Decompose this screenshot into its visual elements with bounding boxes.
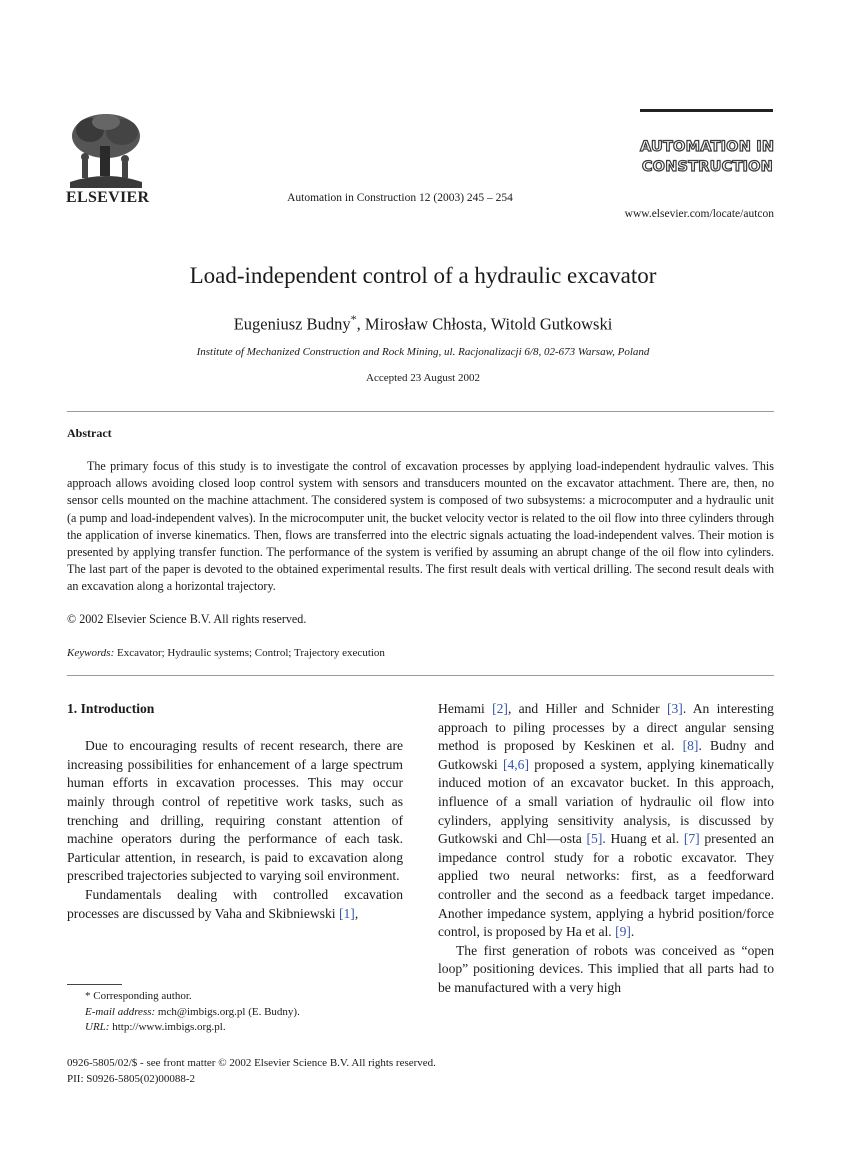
ref-link-1[interactable]: [1] — [338, 905, 355, 921]
brand-divider — [640, 109, 773, 112]
text-run: , and Hiller and Schnider — [507, 701, 667, 716]
ref-link-9[interactable]: [9] — [615, 924, 631, 940]
keywords-list: Excavator; Hydraulic systems; Control; Trajectory execution — [117, 647, 385, 659]
intro-paragraph-2 — [67, 886, 403, 923]
abstract-heading: Abstract — [67, 426, 112, 440]
footnote-rule — [67, 984, 122, 985]
abstract-text: The primary focus of this study is to investigate the control of excavation processes by applying load-independent hydraulic valves. This approach allows avoiding closed loop control system with sensors and transducers mounted on the excavator attachment. There are, then, no sensor cells mounted on the machine attachment. The considered system is composed of two subsystems: a microcomputer and a hydraulic unit (a pump and load-independent valves). In the microcomputer unit, the bucket velocity vector is related to the oil flow into three cylinders through the application of inverse kinematics. Then, flows are transferred into the electric signals actuating the load-independent valves. Their motion is presented by applying transfer function. The performance of the system is verified by assuming an abrupt change of the oil flow into cylinders. The last part of the paper is devoted to the obtained experimental results. The first result deals with vertical drilling. The second result deals with an excavation along a horizontal trajectory. — [67, 459, 774, 594]
ref-link-4-6[interactable]: [4,6] — [502, 756, 529, 772]
section-heading: 1. Introduction — [67, 701, 155, 716]
corresponding-mark[interactable]: * — [350, 312, 357, 326]
footnote-corresponding: * Corresponding author. — [85, 990, 192, 1002]
keywords — [67, 647, 385, 659]
brand-line-1: AUTOMATION IN — [640, 139, 775, 155]
footnotes — [67, 989, 403, 1036]
publisher-logo-text: ELSEVIER — [66, 189, 150, 206]
text-run: proposed a system, applying kinematically induced motion of an excavator bucket. In this approach, influence of a small variation of hydraulic oil flow into cylinders, applying sensitivity analysis, is discussed by Gutkowski and Chl—osta — [438, 756, 774, 847]
authors-line — [0, 312, 846, 335]
issn-block — [67, 1055, 436, 1087]
keywords-label: Keywords: — [67, 647, 115, 659]
intro-paragraph-3: The first generation of robots was conceived as “open loop” positioning devices. This implied that all parts had to be manufactured with a very high — [438, 942, 774, 995]
article-title: Load-independent control of a hydraulic excavator — [189, 263, 657, 288]
text-run: . Budny and Gutkowski — [438, 738, 775, 772]
abstract-bottom-rule — [67, 675, 774, 676]
ref-link-3[interactable]: [3] — [666, 701, 683, 716]
email-label: E-mail address: — [85, 1005, 156, 1018]
text-run: Hemami — [438, 701, 493, 716]
ref-link-2[interactable]: [2] — [492, 701, 508, 716]
text-run: . An interesting approach to piling processes by a direct angular sensing method is proposed by Keskinen et al. — [438, 701, 774, 754]
brand-line-2: CONSTRUCTION — [641, 159, 773, 175]
affiliation: Institute of Mechanized Construction and Rock Mining, ul. Racjonalizacji 6/8, 02-673 Warsaw, Poland — [196, 346, 650, 358]
issn-line: 0926-5805/02/$ - see front matter © 2002 Elsevier Science B.V. All rights reserved. — [67, 1057, 436, 1069]
intro-paragraph-2-cont — [438, 700, 774, 942]
elsevier-tree-logo-icon — [66, 112, 146, 188]
author-budny: Eugeniusz Budny — [233, 314, 351, 334]
homepage-link[interactable]: http://www.imbigs.org.pl. — [109, 1021, 226, 1033]
abstract-copyright: © 2002 Elsevier Science B.V. All rights reserved. — [67, 612, 307, 626]
right-column — [438, 700, 774, 998]
url-label: URL: — [85, 1021, 110, 1033]
authors-rest: , Mirosław Chłosta, Witold Gutkowski — [356, 314, 613, 334]
left-column — [67, 700, 403, 923]
footnote-url — [67, 1020, 403, 1036]
text-run: . Huang et al. — [602, 831, 684, 847]
abstract-top-rule — [67, 411, 774, 412]
intro-p2-text: Fundamentals dealing with controlled excavation processes are discussed by Vaha and Skibniewski — [67, 886, 403, 921]
email-link[interactable]: mch@imbigs.org.pl (E. Budny). — [155, 1005, 300, 1018]
pii-line: PII: S0926-5805(02)00088-2 — [67, 1073, 196, 1085]
journal-url-link[interactable]: www.elsevier.com/locate/autcon — [624, 208, 774, 220]
ref-link-8[interactable]: [8] — [682, 738, 699, 754]
text-run: . — [630, 924, 635, 940]
intro-p2-end: , — [354, 905, 359, 921]
ref-link-5[interactable]: [5] — [586, 831, 603, 847]
accepted-date: Accepted 23 August 2002 — [366, 372, 480, 384]
intro-paragraph-1: Due to encouraging results of recent research, there are increasing possibilities for enhancement of a large spectrum human efforts in excavation processes. This may occur mainly through control of repetitive work tasks, such as trenching and drilling, requiring constant attention of machine operators during the performance of each task. Particular attention, in research, is paid to excavation along prescribed trajectories subjected to varying soil environment. — [67, 738, 403, 884]
text-run: presented an impedance control study for a robotic excavator. They applied two neural networks: first, as a feedforward controller and the second as a feedback target impedance. Another impedance system, applying a hybrid position/force control, is proposed by Ha et al. — [438, 831, 774, 940]
journal-reference: Automation in Construction 12 (2003) 245 – 254 — [287, 192, 513, 204]
footnote-email — [67, 1005, 403, 1021]
journal-brand-logo — [640, 137, 773, 177]
ref-link-7[interactable]: [7] — [683, 831, 700, 847]
